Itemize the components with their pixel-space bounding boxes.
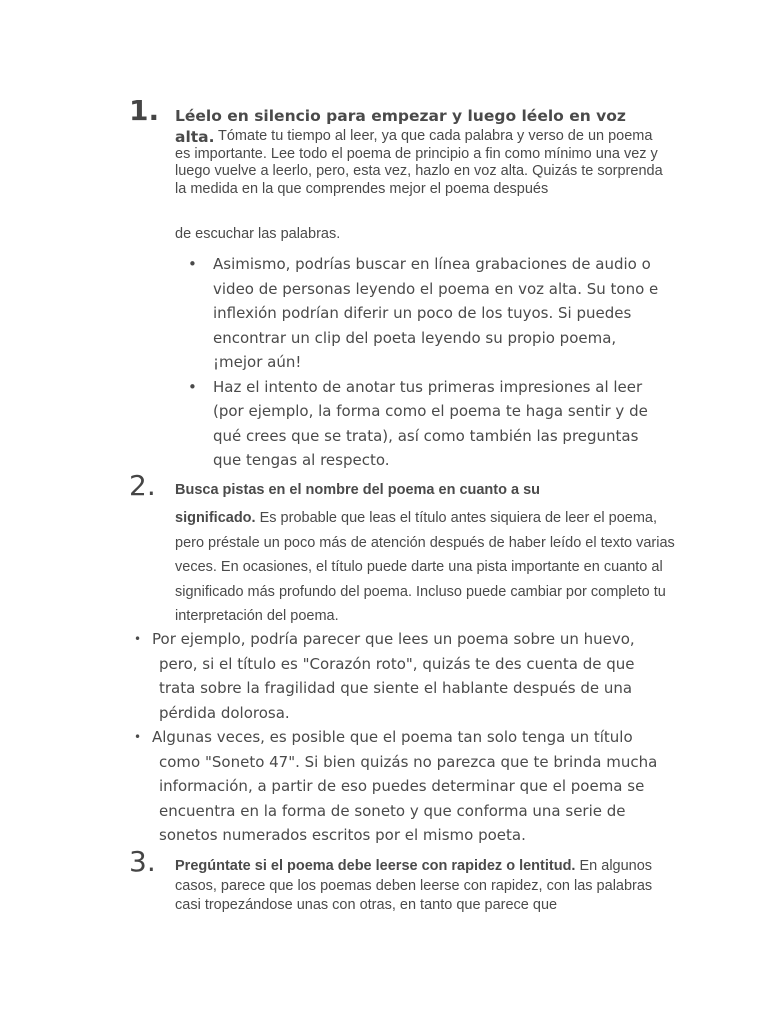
tip-text: Haz el intento de anotar tus primeras impresiones al leer (por ejemplo, la forma como el poema te haga sentir y de qué crees que se trata), así como también las preguntas que tengas al respecto. (213, 377, 648, 469)
step-number-3: 3. (129, 845, 156, 878)
step-3-lead: Pregúntate si el poema debe leerse con rapidez o lentitud. (175, 858, 576, 874)
tip-text: Algunas veces, es posible que el poema tan solo tenga un título como "Soneto 47". Si bien quizás no parezca que te brinda mucha información, a partir de eso puedes determinar que el poema se encuentra en la forma de soneto y que conforma una serie de sonetos numerados escritos por el mismo poeta. (152, 728, 658, 844)
step-number-2: 2. (129, 469, 156, 502)
step-1-body (175, 128, 670, 198)
step-2-body-text: Es probable que leas el título antes siquiera de leer el poema, pero préstale un poco más de atención después de haber leído el texto varias veces. En ocasiones, el título puede darte una pista importante en cuanto al significado más profundo del poema. Incluso puede cambiar por completo tu interpretación del poema. (175, 510, 675, 624)
bullet-icon: • (188, 377, 197, 396)
list-item (134, 627, 662, 725)
step-2-lead-line2: significado. (175, 510, 256, 526)
tip-text: Por ejemplo, podría parecer que lees un poema sobre un huevo, pero, si el título es "Corazón roto", quizás te des cuenta de que trata sobre la fragilidad que siente el hablante después de una pérdida dolorosa. (152, 630, 635, 722)
step-3-paragraph (175, 857, 675, 916)
step-2-tips-list (134, 627, 662, 848)
step-1-tips-list (188, 252, 668, 473)
step-2-body (175, 506, 675, 629)
step-1-lead: Léelo en silencio para empezar y luego léelo en voz alta. (175, 107, 626, 146)
list-item (188, 375, 668, 473)
step-3-body-text: En algunos casos, parece que los poemas deben leerse con rapidez, con las palabras casi tropezándose unas con otras, en tanto que parece que (175, 858, 653, 913)
bullet-icon: • (134, 632, 142, 646)
bullet-icon: • (134, 730, 142, 744)
step-1-body-text: Tómate tu tiempo al leer, ya que cada palabra y verso de un poema es importante. Lee todo el poema de principio a fin como mínimo una vez y luego vuelve a leerlo, pero, esta vez, hazlo en voz alta. Quizás te sorprenda la medida en la que comprendes mejor el poema después (175, 128, 663, 197)
tip-text: Asimismo, podrías buscar en línea grabaciones de audio o video de personas leyendo el poema en voz alta. Su tono e inflexión podrían diferir un poco de los tuyos. Si puedes encontrar un clip del poeta leyendo su propio poema, ¡mejor aún! (213, 255, 659, 371)
step-2-lead-line1: Busca pistas en el nombre del poema en cuanto a su (175, 482, 541, 498)
list-item (188, 252, 668, 375)
bullet-icon: • (188, 255, 197, 273)
step-1-body-tail: de escuchar las palabras. (175, 226, 341, 242)
step-number-1: 1. (129, 94, 160, 127)
list-item (134, 725, 662, 848)
